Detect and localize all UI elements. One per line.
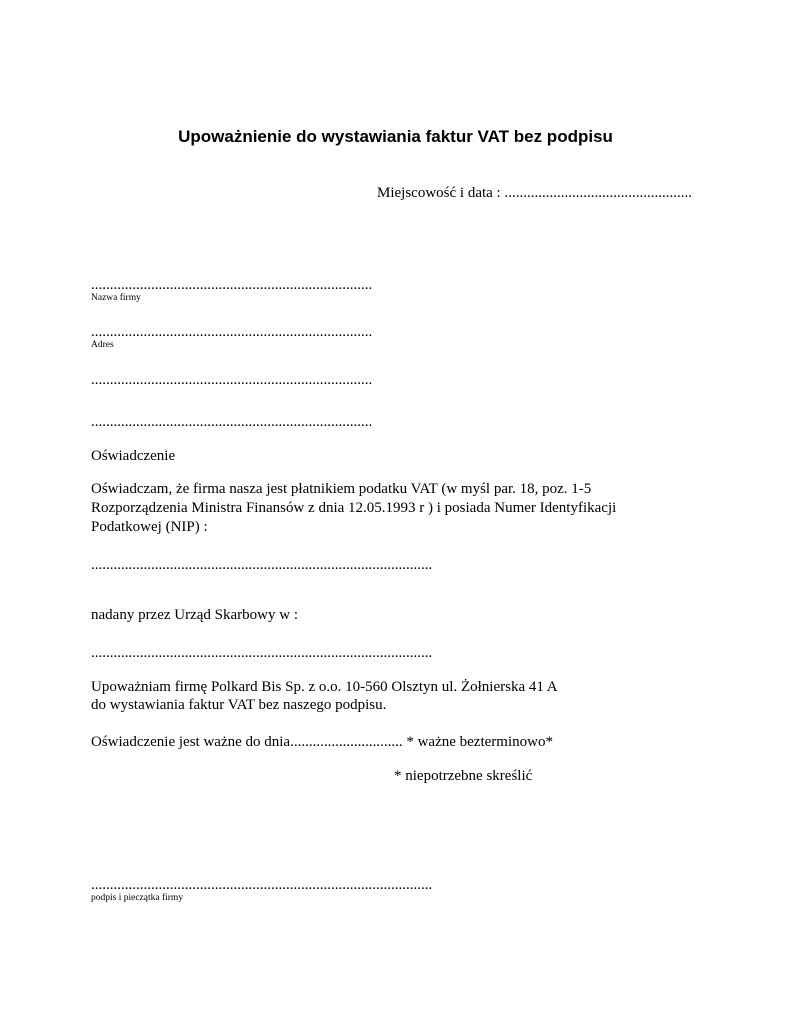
authorization-line-1: Upoważniam firmę Polkard Bis Sp. z o.o. 10-560 Olsztyn ul. Żołnierska 41 A: [91, 679, 558, 695]
declaration-line-1: Oświadczam, że firma nasza jest płatnikiem podatku VAT (w myśl par. 18, poz. 1-5: [91, 481, 592, 497]
signature-label: podpis i pieczątka firmy: [91, 893, 184, 903]
tax-office-label: nadany przez Urząd Skarbowy w :: [91, 607, 299, 623]
declaration-heading: Oświadczenie: [91, 448, 176, 464]
company-name-label: Nazwa firmy: [91, 293, 141, 303]
declaration-line-3: Podatkowej (NIP) :: [91, 519, 208, 535]
signature-line: ...........................................................................................: [91, 877, 433, 893]
address-line: ...........................................................................: [91, 324, 373, 340]
tax-office-line: ...........................................................................................: [91, 645, 433, 661]
address-line-3: ...........................................................................: [91, 414, 373, 430]
declaration-line-2: Rozporządzenia Ministra Finansów z dnia 12.05.1993 r ) i posiada Numer Identyfikacji: [91, 500, 617, 516]
place-and-date: Miejscowość i data : ..................................................: [377, 185, 692, 201]
address-line-2: ...........................................................................: [91, 372, 373, 388]
company-name-line: ...........................................................................: [91, 277, 373, 293]
authorization-line-2: do wystawiania faktur VAT bez naszego podpisu.: [91, 697, 387, 713]
validity-text: Oświadczenie jest ważne do dnia.............................. * ważne bezterminowo*: [91, 734, 553, 750]
strike-note: * niepotrzebne skreślić: [394, 768, 533, 784]
nip-line: ...........................................................................................: [91, 557, 433, 573]
document-title: Upoważnienie do wystawiania faktur VAT bez podpisu: [178, 127, 613, 146]
address-label: Adres: [91, 340, 114, 350]
